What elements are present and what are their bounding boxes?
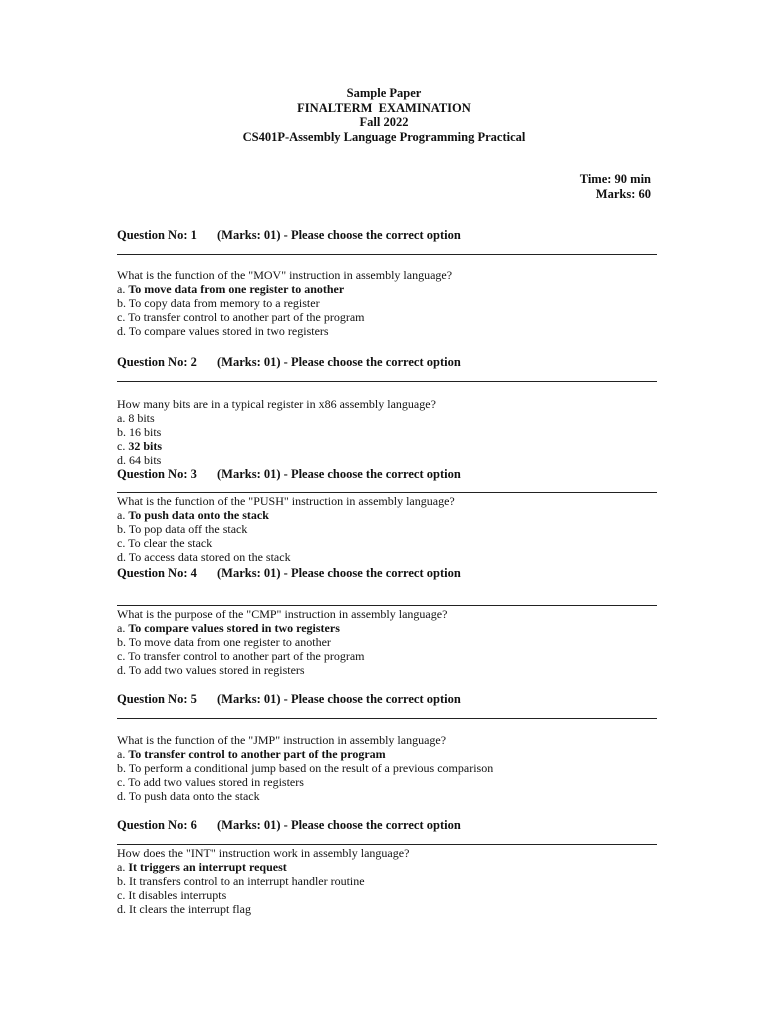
option-c <box>117 775 657 789</box>
option-text: To push data onto the stack <box>128 789 260 803</box>
exam-meta <box>580 172 651 201</box>
header-line-2: FINALTERM EXAMINATION <box>297 100 471 115</box>
option-text: 16 bits <box>129 425 162 439</box>
option-a <box>117 747 657 761</box>
question-text: What is the function of the "JMP" instruction in assembly language? <box>117 733 447 747</box>
option-prefix: d. <box>117 324 129 338</box>
option-prefix: c. <box>117 439 129 453</box>
option-d <box>117 902 657 916</box>
question-3 <box>117 466 657 564</box>
option-text: It clears the interrupt flag <box>129 902 251 916</box>
question-marks: (Marks: 01) - Please choose the correct option <box>217 692 461 706</box>
option-prefix: a. <box>117 747 129 761</box>
option-text: To pop data off the stack <box>128 522 248 536</box>
option-prefix: a. <box>117 860 129 874</box>
option-text: To copy data from memory to a register <box>128 296 320 310</box>
option-a <box>117 621 657 635</box>
question-number: Question No: 2 <box>117 355 197 369</box>
time-label: Time: 90 min <box>579 172 651 186</box>
option-d <box>117 550 657 564</box>
option-prefix: b. <box>117 522 129 536</box>
option-text-correct: 32 bits <box>128 439 163 453</box>
option-a <box>117 282 657 296</box>
option-prefix: a. <box>117 508 129 522</box>
option-text: 8 bits <box>128 411 155 425</box>
header-line-4: CS401P-Assembly Language Programming Practical <box>242 129 526 144</box>
option-text: To add two values stored in registers <box>128 663 305 677</box>
question-text: What is the function of the "MOV" instruction in assembly language? <box>117 268 453 282</box>
header-line-1: Sample Paper <box>346 86 422 100</box>
option-prefix: a. <box>117 282 129 296</box>
option-text: To compare values stored in two registers <box>128 324 329 338</box>
option-text-correct: To transfer control to another part of the program <box>128 747 386 761</box>
option-b <box>117 761 657 775</box>
option-b <box>117 635 657 649</box>
option-c <box>117 536 657 550</box>
option-d <box>117 324 657 338</box>
option-a <box>117 860 657 874</box>
question-4 <box>117 565 657 677</box>
option-text: To perform a conditional jump based on the result of a previous comparison <box>128 761 494 775</box>
option-text: To access data stored on the stack <box>128 550 291 564</box>
question-heading <box>117 227 657 243</box>
option-prefix: c. <box>117 310 129 324</box>
question-number: Question No: 1 <box>117 228 197 242</box>
option-text: To add two values stored in registers <box>128 775 304 789</box>
option-b <box>117 425 657 439</box>
option-b <box>117 296 657 310</box>
option-text: It disables interrupts <box>128 888 227 902</box>
option-prefix: c. <box>117 888 129 902</box>
option-text: To move data from one register to another <box>128 635 331 649</box>
option-b <box>117 874 657 888</box>
question-heading <box>117 691 657 707</box>
option-text-correct: To compare values stored in two registers <box>128 621 340 635</box>
question-text: How many bits are in a typical register in x86 assembly language? <box>117 397 436 411</box>
question-text: What is the purpose of the "CMP" instruction in assembly language? <box>117 607 448 621</box>
question-heading <box>117 817 657 833</box>
option-prefix: d. <box>117 663 129 677</box>
exam-header <box>0 86 768 144</box>
option-prefix: a. <box>117 621 129 635</box>
option-a <box>117 508 657 522</box>
question-6 <box>117 817 657 916</box>
question-number: Question No: 4 <box>117 566 197 580</box>
option-c <box>117 310 657 324</box>
option-b <box>117 522 657 536</box>
option-text-correct: It triggers an interrupt request <box>128 860 287 874</box>
header-line-3: Fall 2022 <box>359 115 409 129</box>
option-prefix: b. <box>117 635 129 649</box>
option-c <box>117 888 657 902</box>
question-marks: (Marks: 01) - Please choose the correct option <box>217 355 461 369</box>
divider-line <box>117 381 657 382</box>
question-heading <box>117 354 657 370</box>
option-prefix: b. <box>117 425 129 439</box>
question-marks: (Marks: 01) - Please choose the correct option <box>217 467 461 481</box>
option-a <box>117 411 657 425</box>
question-text: What is the function of the "PUSH" instruction in assembly language? <box>117 494 455 508</box>
question-heading <box>117 466 657 482</box>
question-heading <box>117 565 657 581</box>
option-text: To clear the stack <box>128 536 213 550</box>
option-prefix: d. <box>117 550 129 564</box>
option-prefix: d. <box>117 902 129 916</box>
divider-line <box>117 254 657 255</box>
option-text-correct: To move data from one register to another <box>128 282 345 296</box>
option-d <box>117 453 657 467</box>
divider-line <box>117 718 657 719</box>
question-text: How does the "INT" instruction work in assembly language? <box>117 846 410 860</box>
option-prefix: d. <box>117 453 129 467</box>
option-prefix: b. <box>117 296 129 310</box>
option-prefix: b. <box>117 761 129 775</box>
divider-line <box>117 492 657 493</box>
option-d <box>117 789 657 803</box>
option-prefix: c. <box>117 649 129 663</box>
question-5 <box>117 691 657 803</box>
question-marks: (Marks: 01) - Please choose the correct option <box>217 818 461 832</box>
option-prefix: a. <box>117 411 129 425</box>
option-text: To transfer control to another part of the program <box>128 649 365 663</box>
option-prefix: c. <box>117 536 129 550</box>
option-d <box>117 663 657 677</box>
option-prefix: b. <box>117 874 129 888</box>
question-marks: (Marks: 01) - Please choose the correct option <box>217 566 461 580</box>
marks-label: Marks: 60 <box>595 186 651 201</box>
divider-line <box>117 605 657 606</box>
divider-line <box>117 844 657 845</box>
question-1 <box>117 227 657 338</box>
option-text-correct: To push data onto the stack <box>128 508 269 522</box>
question-2 <box>117 354 657 467</box>
option-text: 64 bits <box>129 453 162 467</box>
option-prefix: c. <box>117 775 129 789</box>
option-text: To transfer control to another part of the program <box>128 310 365 324</box>
question-number: Question No: 5 <box>117 692 197 706</box>
option-prefix: d. <box>117 789 129 803</box>
option-c <box>117 649 657 663</box>
option-c <box>117 439 657 453</box>
question-marks: (Marks: 01) - Please choose the correct option <box>217 228 461 242</box>
question-number: Question No: 3 <box>117 467 197 481</box>
question-number: Question No: 6 <box>117 818 197 832</box>
option-text: It transfers control to an interrupt handler routine <box>129 874 365 888</box>
